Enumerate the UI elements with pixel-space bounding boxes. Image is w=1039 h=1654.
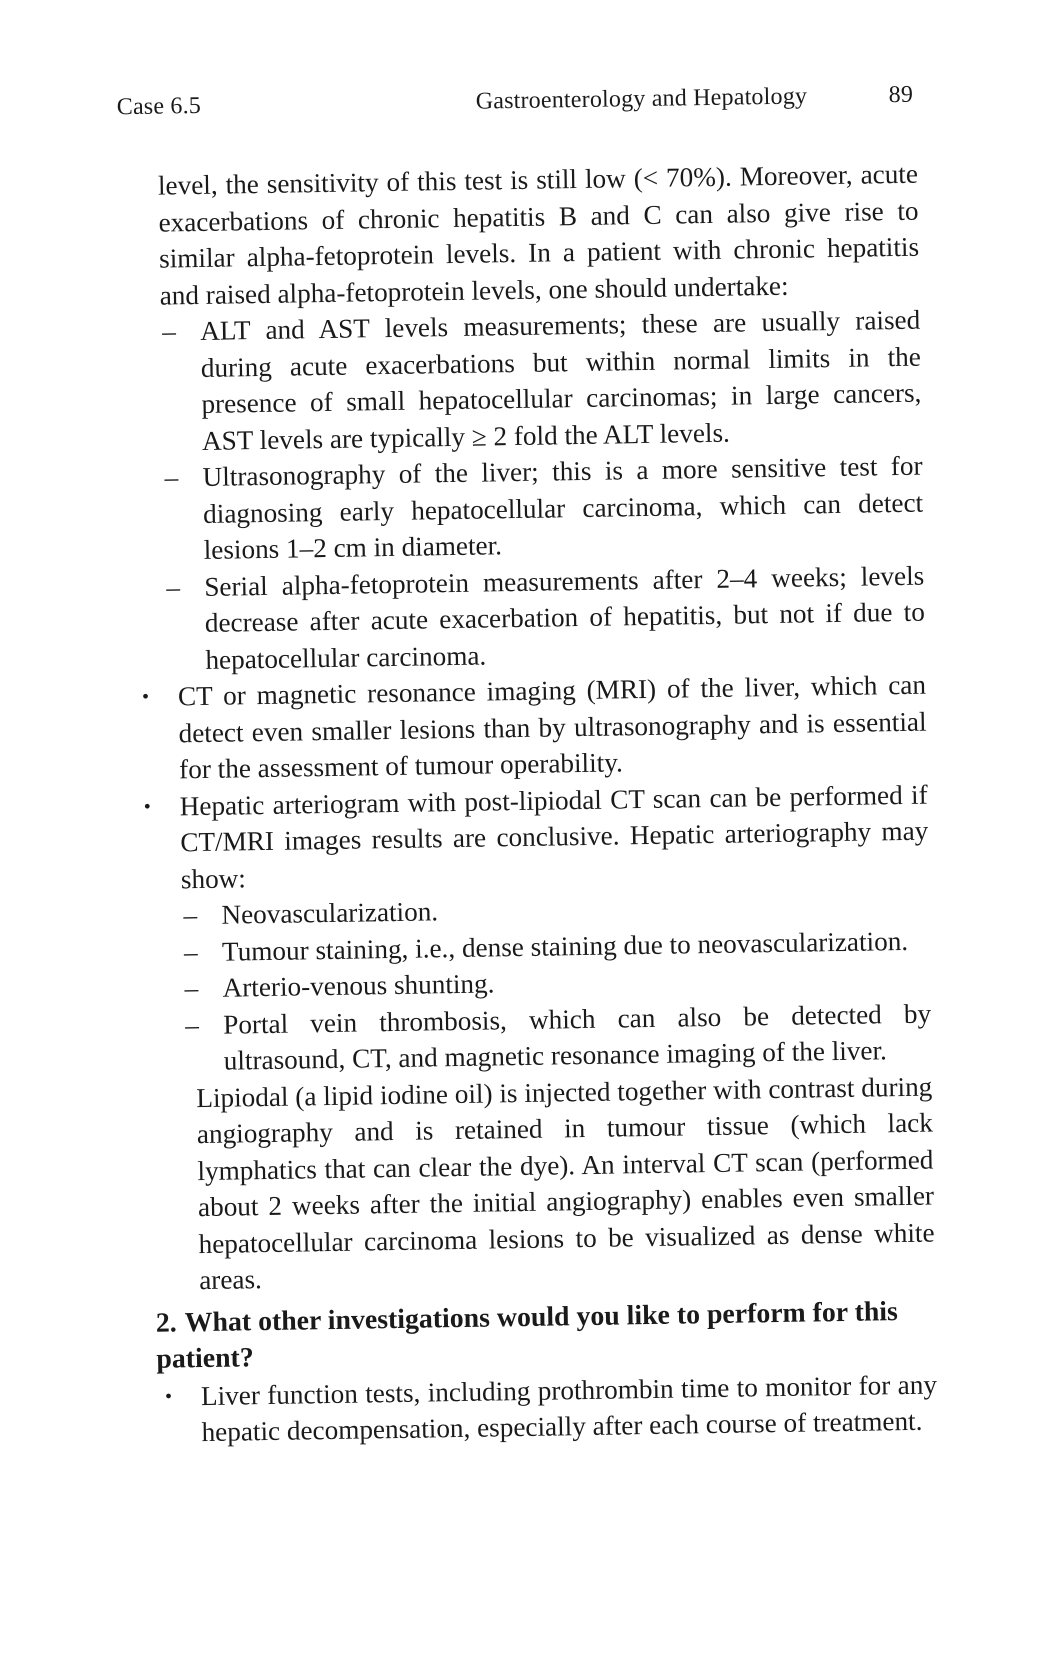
bullet-marker: •: [141, 685, 150, 708]
question-text: What other investigations would you like to perform for this patient?: [156, 1295, 899, 1375]
lipiodal-text: Lipiodal (a lipid iodine oil) is injected together with contrast during angiography and is retained in tumour tissue (which lack lymphatics that can clear the dye). An interval CT scan (performed about 2 weeks after the initial angiography) enables even smaller hepatocellular carcinoma lesions to be visualized as dense white areas.: [196, 1071, 935, 1296]
question-number: 2.: [155, 1306, 177, 1339]
page-number: 89: [888, 81, 914, 109]
list-item: [162, 448, 924, 569]
running-header-case: Case 6.5: [116, 92, 202, 121]
arteriography-list: [181, 886, 932, 1080]
list-item-text: ALT and AST levels measurements; these are usually raised during acute exacerbations but within normal limits in the presence of small hepatocellular carcinomas; in large cancers, AST levels are typically ≥ 2 fold the ALT levels.: [200, 304, 922, 456]
list-item-text: Serial alpha-fetoprotein measurements after 2–4 weeks; levels decrease after acute exacerbation of hepatitis, but not if due to hepatocellular carcinoma.: [204, 560, 926, 675]
dash-marker: –: [183, 936, 198, 967]
list-item-text: Portal vein thrombosis, which can also be detected by ultrasound, CT, and magnetic resonance imaging of the liver.: [222, 998, 932, 1076]
list-item-text: Arterio-venous shunting.: [222, 968, 495, 1003]
list-item: [164, 557, 926, 678]
running-header-chapter: Gastroenterology and Hepatology: [475, 83, 808, 115]
intro-text: level, the sensitivity of this test is still low (< 70%). Moreover, acute exacerbations of chronic hepatitis B and C can also give rise to similar alpha-fetoprotein levels. In a patient with chronic hepatitis and raised alpha-fetoprotein levels, one should undertake:: [157, 158, 920, 311]
dash-marker: –: [162, 316, 177, 347]
dash-marker: –: [164, 462, 179, 493]
bullet-text: CT or magnetic resonance imaging (MRI) of the liver, which can detect even smaller lesions than by ultrasonography and is essential for the assessment of tumour operability.: [177, 669, 927, 785]
list-item-text: Neovascularization.: [221, 896, 439, 930]
bullet-item: [141, 667, 928, 788]
dash-marker: –: [184, 973, 199, 1004]
bullet-text: Liver function tests, including prothrombin time to monitor for any hepatic decompensation, especially after each course of treatment.: [200, 1369, 938, 1448]
bullet-text: Hepatic arteriogram with post-lipiodal CT scan can be performed if CT/MRI images results are conclusive. Hepatic arteriography may show:: [179, 779, 929, 894]
intro-paragraph: [158, 156, 920, 314]
dash-marker: –: [183, 900, 198, 931]
bullet-item: [164, 1366, 938, 1451]
list-item: [160, 302, 922, 460]
question-heading: [156, 1293, 937, 1378]
list-item: [183, 995, 932, 1080]
dash-marker: –: [184, 1009, 200, 1040]
undertake-list: [160, 302, 926, 679]
dash-marker: –: [166, 571, 181, 603]
bullet-item: [143, 776, 935, 1299]
list-item-text: Tumour staining, i.e., dense staining due to neovascularization.: [221, 925, 909, 967]
lipiodal-paragraph: [184, 1068, 935, 1299]
page-body: [141, 156, 938, 1451]
bullet-marker: •: [164, 1385, 173, 1408]
list-item-text: Ultrasonography of the liver; this is a more sensitive test for diagnosing early hepatocellular carcinoma, which can detect lesions 1–2 cm in diameter.: [202, 450, 924, 565]
bullet-marker: •: [143, 795, 151, 818]
